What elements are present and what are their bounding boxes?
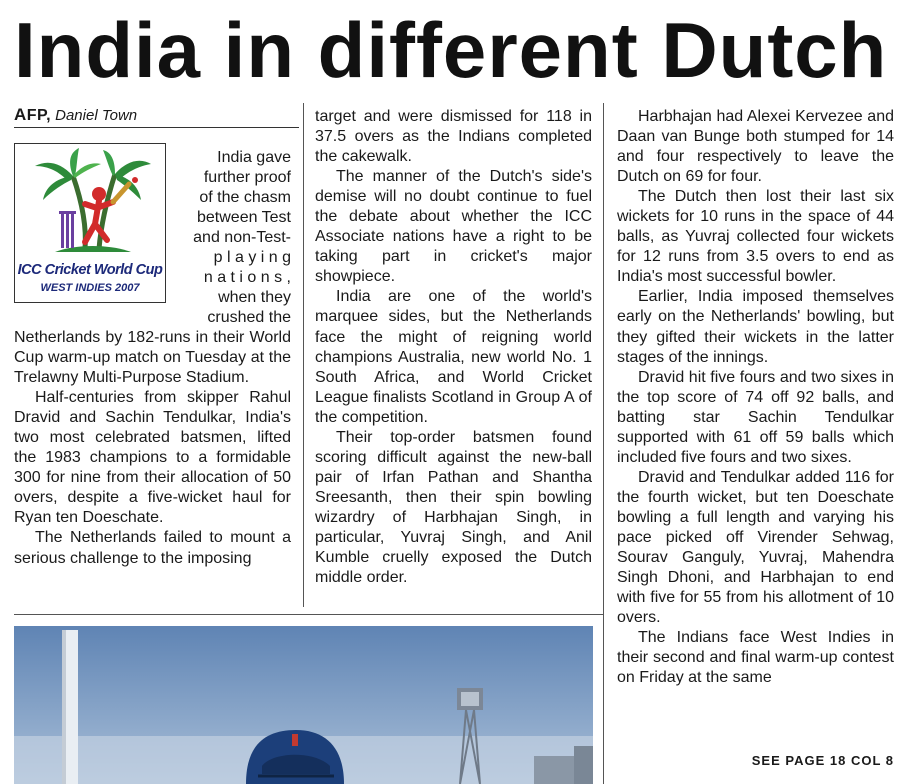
byline bbox=[14, 103, 299, 128]
paragraph: Half-centuries from skipper Rahul Dravid and Sachin Tendulkar, India's two most celebrated batsmen, lifted the 1983 champions to a formidable 300 for nine from their allocation of 50 overs, despite a five-wicket haul for Ryan ten Doeschate. bbox=[14, 389, 291, 527]
paragraph: Netherlands by 182-runs in their World Cup warm-up match on Tuesday at the Trelawny Multi-Purpose Stadium. bbox=[14, 329, 291, 387]
text-line: further proof bbox=[203, 169, 291, 187]
logo-subtitle: WEST INDIES 2007 bbox=[40, 282, 140, 294]
paragraph: Earlier, India imposed themselves early on the Netherlands' bowling, but they gifted their wickets in the latter stages of the innings. bbox=[617, 288, 894, 366]
text-line: between Test bbox=[197, 209, 291, 227]
column-1-intro bbox=[181, 148, 291, 328]
paragraph: Dravid hit five fours and two sixes in the top score of 74 off 92 balls, and batting star Sachin Tendulkar supported with 61 off 59 balls which included five fours and two sixes. bbox=[617, 368, 894, 466]
photo-scene bbox=[14, 626, 593, 784]
paragraph: The Indians face West Indies in their second and final warm-up contest on Friday at the same bbox=[617, 629, 894, 687]
text-line: p l a y i n g bbox=[213, 249, 291, 267]
paragraph: India are one of the world's marquee sides, but the Netherlands face the might of reigning world champions Australia, new world No. 1 South Africa, and World Cricket League finalists Scotland in Group A of the competition. bbox=[315, 288, 592, 426]
paragraph: The manner of the Dutch's side's demise will no doubt continue to fuel the debate about whether the ICC Associate nations have a right to be taking part in cricket's major showpiece. bbox=[315, 168, 592, 286]
headline: India in different Dutch bbox=[14, 6, 888, 94]
column-rule-2 bbox=[603, 103, 604, 784]
text-line: when they bbox=[218, 289, 291, 307]
world-cup-logo bbox=[14, 143, 166, 303]
continuation-note: SEE PAGE 18 COL 8 bbox=[751, 753, 894, 768]
text-line: crushed the bbox=[207, 309, 291, 327]
column-1 bbox=[14, 328, 291, 569]
paragraph: target and were dismissed for 118 in 37.5 overs as the Indians completed the cakewalk. bbox=[315, 108, 592, 166]
match-photo bbox=[14, 626, 593, 784]
paragraph: The Netherlands failed to mount a serious challenge to the imposing bbox=[14, 529, 291, 567]
column-3 bbox=[617, 107, 894, 688]
logo-title: ICC Cricket World Cup bbox=[17, 262, 163, 278]
paragraph: The Dutch then lost their last six wickets for 10 runs in the space of 44 balls, as Yuvraj collected four wickets for 12 runs from 3.5 overs to end as India's most successful bowler. bbox=[617, 188, 894, 286]
byline-agency: AFP, bbox=[14, 105, 52, 124]
text-line: India gave bbox=[217, 149, 291, 166]
text-line: of the chasm bbox=[199, 189, 291, 207]
photo-top-rule bbox=[14, 614, 603, 615]
paragraph: Dravid and Tendulkar added 116 for the fourth wicket, but ten Doeschate bowling a full length and varying his pace picked off Virender Sehwag, Sourav Ganguly, Yuvraj, Mahendra Singh Dhoni, and Harbhajan to end with five for 55 from his allotment of 10 overs. bbox=[617, 468, 894, 627]
paragraph: Their top-order batsmen found scoring difficult against the new-ball pair of Irfan Pathan and Shantha Sreesanth, then their spin bowling wizardry of Harbhajan Singh, in particular, Yuvraj Singh, and Anil Kumble cruelly exposed the Dutch middle order. bbox=[315, 428, 592, 587]
byline-place: Daniel Town bbox=[55, 107, 138, 124]
palm-tree-cricketer-icon bbox=[15, 144, 165, 262]
text-line: n a t i o n s , bbox=[203, 269, 291, 287]
column-2 bbox=[315, 107, 592, 588]
text-line: and non-Test- bbox=[193, 229, 291, 247]
paragraph: Harbhajan had Alexei Kervezee and Daan van Bunge both stumped for 14 and four respectively to leave the Dutch on 69 for four. bbox=[617, 108, 894, 186]
column-rule-1 bbox=[303, 103, 304, 607]
